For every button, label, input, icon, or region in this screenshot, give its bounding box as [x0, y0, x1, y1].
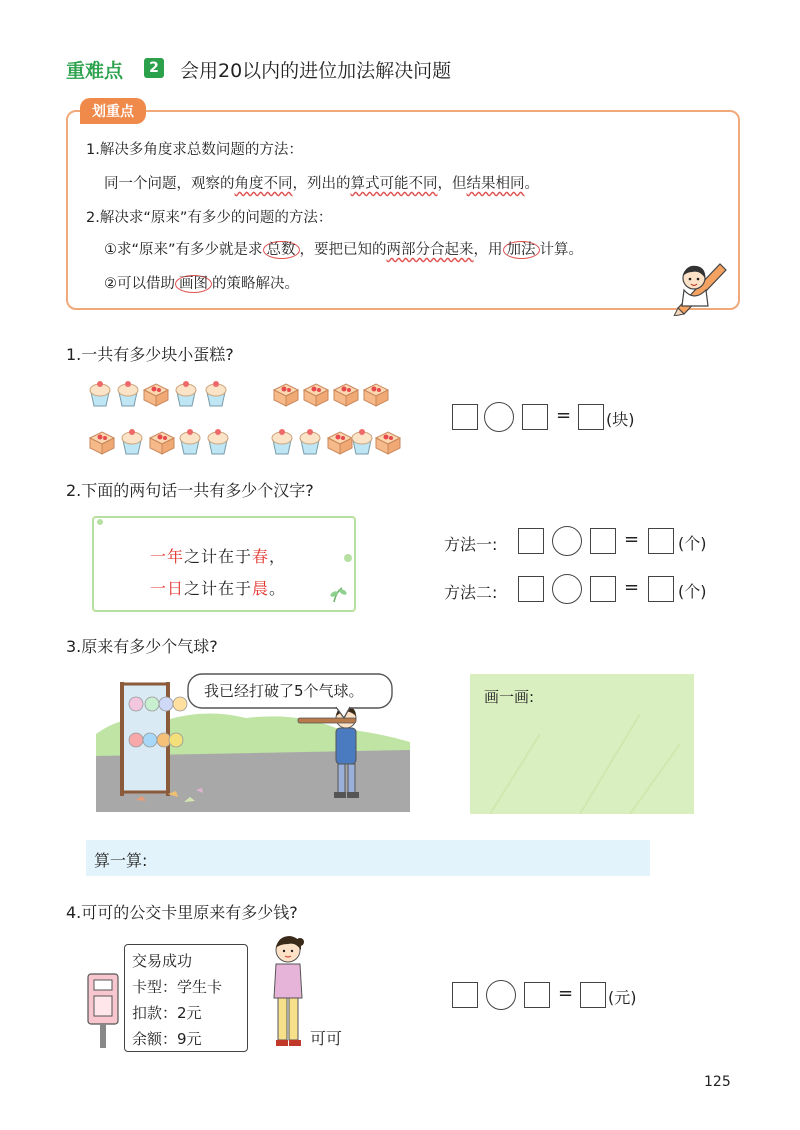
q4-answer-box-1[interactable]: [452, 982, 478, 1008]
method-2-unit: (个): [678, 582, 707, 601]
key-point-2-line-2: ②可以借助 画图 的策略解决。: [104, 276, 299, 292]
q1-operator-circle[interactable]: [484, 402, 514, 432]
draw-label: 画一画:: [484, 688, 535, 706]
method-1-operator-circle[interactable]: [552, 526, 582, 556]
question-4-text: 4.可可的公交卡里原来有多少钱?: [66, 903, 298, 922]
method-2-box-result[interactable]: [648, 576, 674, 602]
section-number: 2: [144, 58, 164, 78]
method-2-operator-circle[interactable]: [552, 574, 582, 604]
section-tag: 重难点: [66, 60, 124, 82]
q4-operator-circle[interactable]: [486, 980, 516, 1010]
card-line-balance: 余额：9元: [132, 1030, 202, 1048]
q1-answer-box-1[interactable]: [452, 404, 478, 430]
method-1-box-1[interactable]: [518, 528, 544, 554]
question-1-text: 1.一共有多少块小蛋糕?: [66, 345, 234, 364]
key-point-1-text: 同一个问题，观察的角度不同，列出的算式可能不同，但结果相同。: [104, 176, 539, 192]
method-2-equals: =: [624, 577, 640, 598]
calc-label: 算一算:: [94, 851, 148, 870]
q1-answer-box-2[interactable]: [522, 404, 548, 430]
card-line-deduct: 扣款：2元: [132, 1004, 202, 1022]
calc-bar[interactable]: [86, 840, 650, 876]
boy-with-pencil-illustration: [664, 258, 730, 316]
method-1-box-result[interactable]: [648, 528, 674, 554]
method-1-box-2[interactable]: [590, 528, 616, 554]
page-number: 125: [704, 1074, 731, 1090]
key-point-2-title: 2.解决求“原来”有多少的问题的方法：: [86, 210, 333, 226]
key-points-tag: 划重点: [80, 98, 146, 124]
method-1-equals: =: [624, 529, 640, 550]
section-title: 会用20以内的进位加法解决问题: [180, 60, 452, 82]
card-reader-icon: [86, 970, 126, 1050]
key-point-2-line-1: ①求“原来”有多少就是求 总数 ，要把已知的两部分合起来，用 加法 计算。: [104, 242, 584, 258]
card-line-status: 交易成功: [132, 952, 193, 970]
girl-name: 可可: [310, 1029, 343, 1048]
q1-answer-box-result[interactable]: [578, 404, 604, 430]
q4-answer-box-result[interactable]: [580, 982, 606, 1008]
poem-line-2: 一日之计在于晨。: [150, 579, 287, 598]
speech-bubble-text: 我已经打破了5个气球。: [204, 682, 364, 700]
girl-keke-illustration: [266, 932, 312, 1052]
card-line-type: 卡型：学生卡: [132, 978, 223, 996]
method-2-box-2[interactable]: [590, 576, 616, 602]
poem-line-1: 一年之计在于春，: [150, 547, 287, 566]
method-2-box-1[interactable]: [518, 576, 544, 602]
method-1-label: 方法一:: [444, 535, 498, 554]
q4-answer-box-2[interactable]: [524, 982, 550, 1008]
q4-unit: (元): [608, 988, 637, 1007]
cakes-illustration: [84, 374, 404, 464]
q1-unit: (块): [606, 410, 635, 429]
question-2-text: 2.下面的两句话一共有多少个汉字?: [66, 481, 314, 500]
question-3-text: 3.原来有多少个气球?: [66, 637, 218, 656]
key-point-1-title: 1.解决多角度求总数问题的方法：: [86, 142, 303, 158]
method-2-label: 方法二:: [444, 583, 498, 602]
method-1-unit: (个): [678, 534, 707, 553]
q1-equals: =: [556, 405, 572, 426]
q4-equals: =: [558, 983, 574, 1004]
